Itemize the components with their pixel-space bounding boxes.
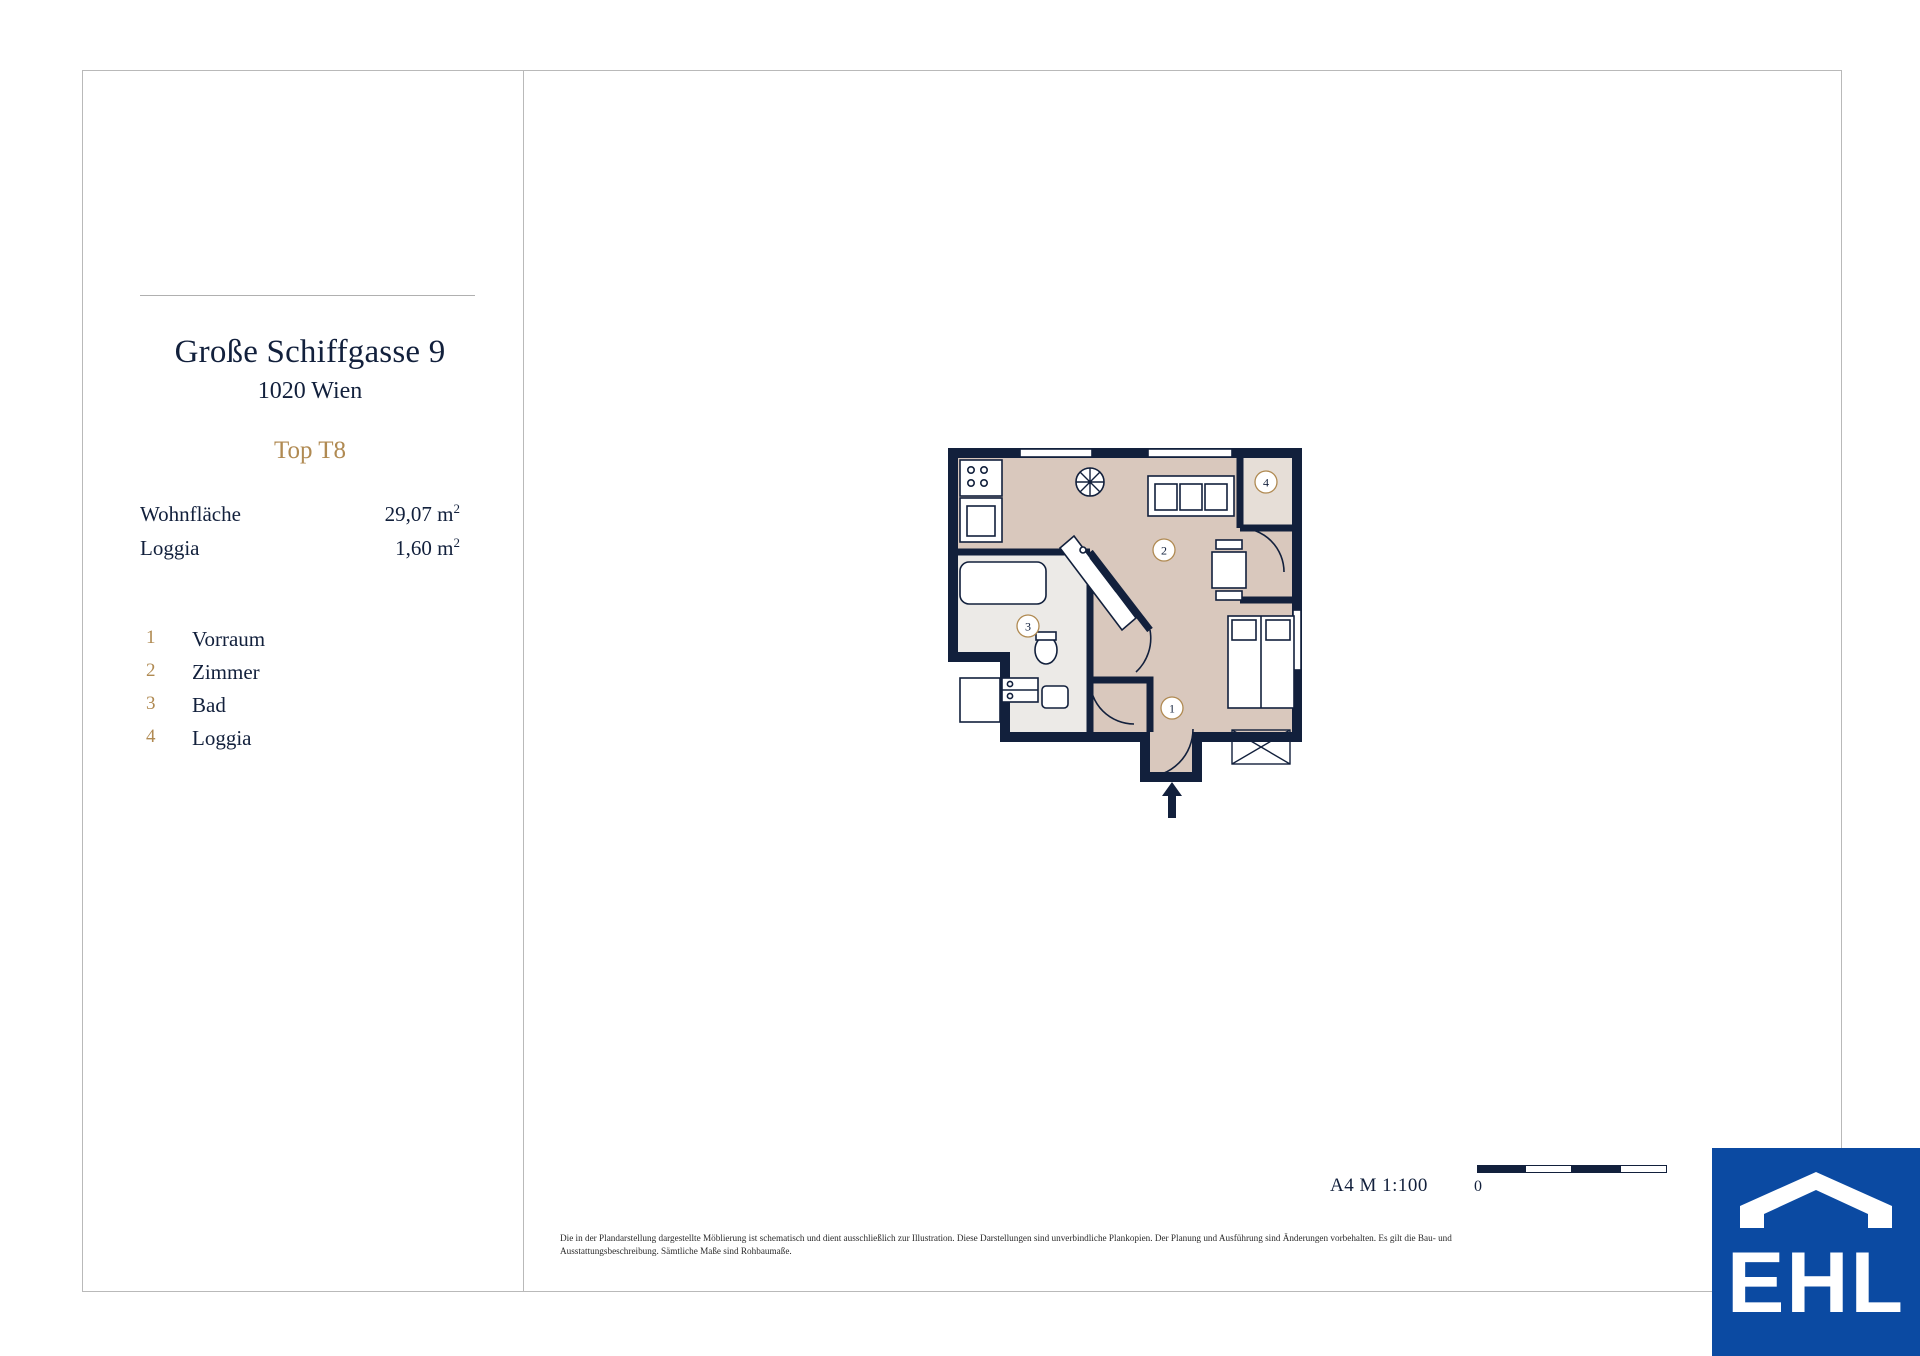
disclaimer-text: Die in der Plandarstellung dargestellte Möblierung ist schematisch und dient ausschließlich zur Illustration. Diese Darstellungen sind unverbindliche Plankopien. Der Planung und Ausführung sind Änderungen vorbehalten. Es gilt die Bau- und Ausstattungsbeschreibung. Sämtliche Maße sind Rohbaumaße. xyxy=(560,1233,1452,1257)
svg-text:3: 3 xyxy=(1025,619,1031,634)
info-panel xyxy=(140,295,480,755)
unit-label: Top T8 xyxy=(273,437,347,465)
entrance-arrow xyxy=(1162,782,1182,818)
legend-number: 4 xyxy=(146,726,156,748)
room-marker-3 xyxy=(1017,615,1039,637)
legend-label: Vorraum xyxy=(192,627,266,652)
scale-segment xyxy=(1572,1165,1620,1173)
area-table xyxy=(140,497,460,565)
table-row xyxy=(140,531,460,565)
legend-label: Zimmer xyxy=(192,660,260,685)
scale-bar xyxy=(1477,1165,1667,1173)
scale-segment xyxy=(1620,1165,1667,1173)
legend-label: Bad xyxy=(192,693,226,718)
scale-format: A4 M 1:100 xyxy=(1330,1175,1428,1196)
page-subtitle: 1020 Wien xyxy=(257,378,363,405)
sheet-divider xyxy=(523,70,524,1292)
legend-number: 3 xyxy=(146,693,156,715)
list-item xyxy=(140,689,460,722)
list-item xyxy=(140,623,460,656)
svg-text:4: 4 xyxy=(1263,475,1269,490)
bed-furniture xyxy=(1228,616,1294,708)
logo-text: EHL xyxy=(1727,1235,1905,1331)
area-value: 29,07 $m^2$ xyxy=(384,501,460,527)
info-rule xyxy=(140,295,475,296)
floor-plan xyxy=(940,440,1400,865)
legend-number: 2 xyxy=(146,660,156,682)
ehl-logo xyxy=(1712,1148,1920,1356)
legend-number: 1 xyxy=(146,627,156,649)
area-label: Wohnfläche xyxy=(140,501,241,526)
table-row xyxy=(140,497,460,531)
area-value: 1,60 $m^2$ xyxy=(395,535,460,561)
room-marker-2 xyxy=(1153,539,1175,561)
room-marker-1 xyxy=(1161,697,1183,719)
scale-zero-label: 0 xyxy=(1474,1178,1482,1195)
room-legend xyxy=(140,623,460,755)
svg-text:1: 1 xyxy=(1169,701,1175,716)
svg-text:2: 2 xyxy=(1161,543,1167,558)
area-label: Loggia xyxy=(140,535,200,560)
legend-label: Loggia xyxy=(192,726,252,751)
kitchen-furniture xyxy=(960,460,1002,542)
list-item xyxy=(140,656,460,689)
list-item xyxy=(140,722,460,755)
house-icon xyxy=(1736,1170,1896,1232)
page-title: Große Schiffgasse 9 xyxy=(174,334,446,370)
scale-segment xyxy=(1477,1165,1525,1173)
room-marker-4 xyxy=(1255,471,1277,493)
scale-segment xyxy=(1525,1165,1572,1173)
